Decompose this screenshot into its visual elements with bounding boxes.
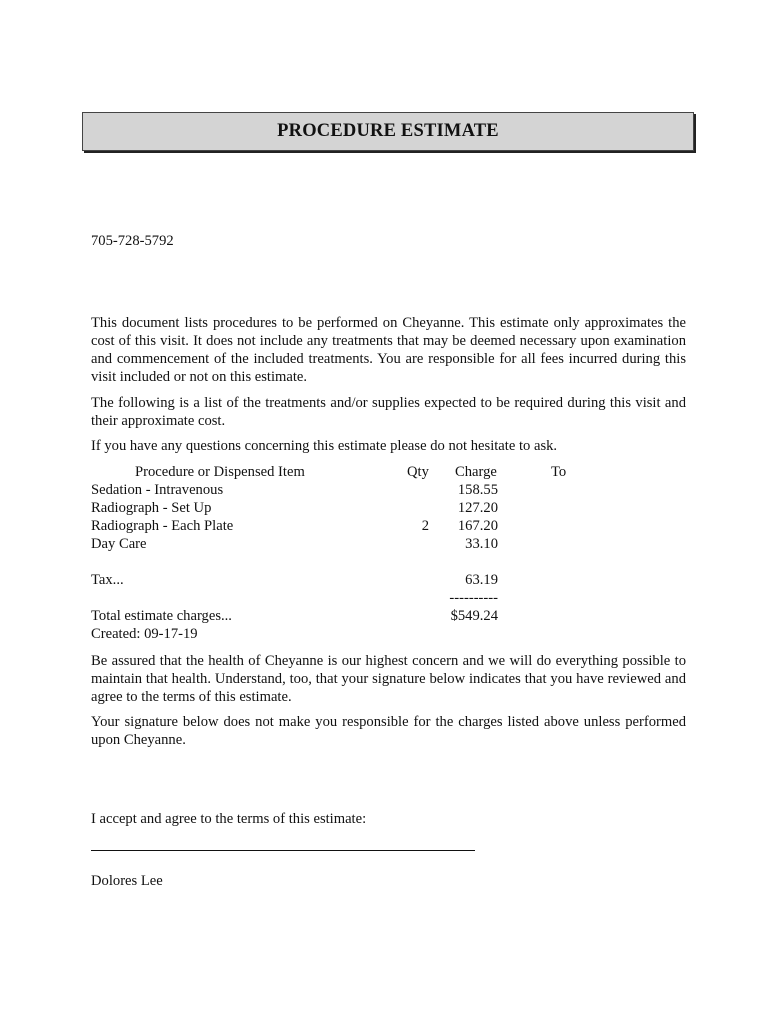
- tax-label: Tax...: [91, 572, 124, 588]
- table-row: [91, 499, 691, 517]
- header-item: Procedure or Dispensed Item: [135, 464, 305, 480]
- table-header-row: [91, 463, 691, 481]
- accept-statement: I accept and agree to the terms of this estimate:: [91, 811, 367, 827]
- item-name: Sedation - Intravenous: [91, 482, 224, 498]
- title-box: [82, 112, 694, 151]
- item-charge: 33.10: [465, 536, 498, 552]
- created-date: Created: 09-17-19: [91, 626, 198, 642]
- tax-row: [91, 571, 691, 589]
- item-qty: 2: [421, 518, 429, 534]
- health-paragraph: Be assured that the health of Cheyanne is our highest concern and we will do everything possible to maintain that health. Understand, too, that your signature below indicates that you have reviewed and agree to the terms of this estimate.: [91, 653, 686, 705]
- header-qty: Qty: [407, 464, 429, 480]
- phone-number: 705-728-5792: [91, 233, 174, 249]
- signature-line: [91, 850, 475, 851]
- questions-paragraph: If you have any questions concerning this estimate please do not hesitate to ask.: [91, 438, 558, 454]
- intro-paragraph: This document lists procedures to be performed on Cheyanne. This estimate only approximates the cost of this visit. It does not include any treatments that may be deemed necessary upon examination and commencement of the included treatments. You are responsible for all fees incurred during this visit included or not on this estimate.: [91, 315, 686, 385]
- page-title: PROCEDURE ESTIMATE: [277, 121, 499, 141]
- header-charge: Charge: [455, 464, 497, 480]
- item-charge: 167.20: [457, 518, 498, 534]
- item-charge: 158.55: [457, 482, 498, 498]
- total-separator: ----------: [449, 590, 498, 606]
- signer-name: Dolores Lee: [91, 873, 163, 889]
- responsibility-paragraph: Your signature below does not make you responsible for the charges listed above unless performed upon Cheyanne.: [91, 714, 686, 748]
- separator-row: [91, 589, 691, 607]
- item-name: Radiograph - Each Plate: [91, 518, 234, 534]
- item-name: Day Care: [91, 536, 147, 552]
- created-row: [91, 625, 691, 643]
- table-row: [91, 481, 691, 499]
- total-value: $549.24: [450, 608, 498, 624]
- header-to: To: [551, 464, 567, 480]
- total-row: [91, 607, 691, 625]
- estimate-table: [91, 463, 691, 643]
- treatments-paragraph: The following is a list of the treatments and/or supplies expected to be required during this visit and their approximate cost.: [91, 395, 686, 429]
- table-row: [91, 535, 691, 553]
- table-row: [91, 517, 691, 535]
- item-name: Radiograph - Set Up: [91, 500, 212, 516]
- item-charge: 127.20: [457, 500, 498, 516]
- tax-value: 63.19: [465, 572, 498, 588]
- total-label: Total estimate charges...: [91, 608, 232, 624]
